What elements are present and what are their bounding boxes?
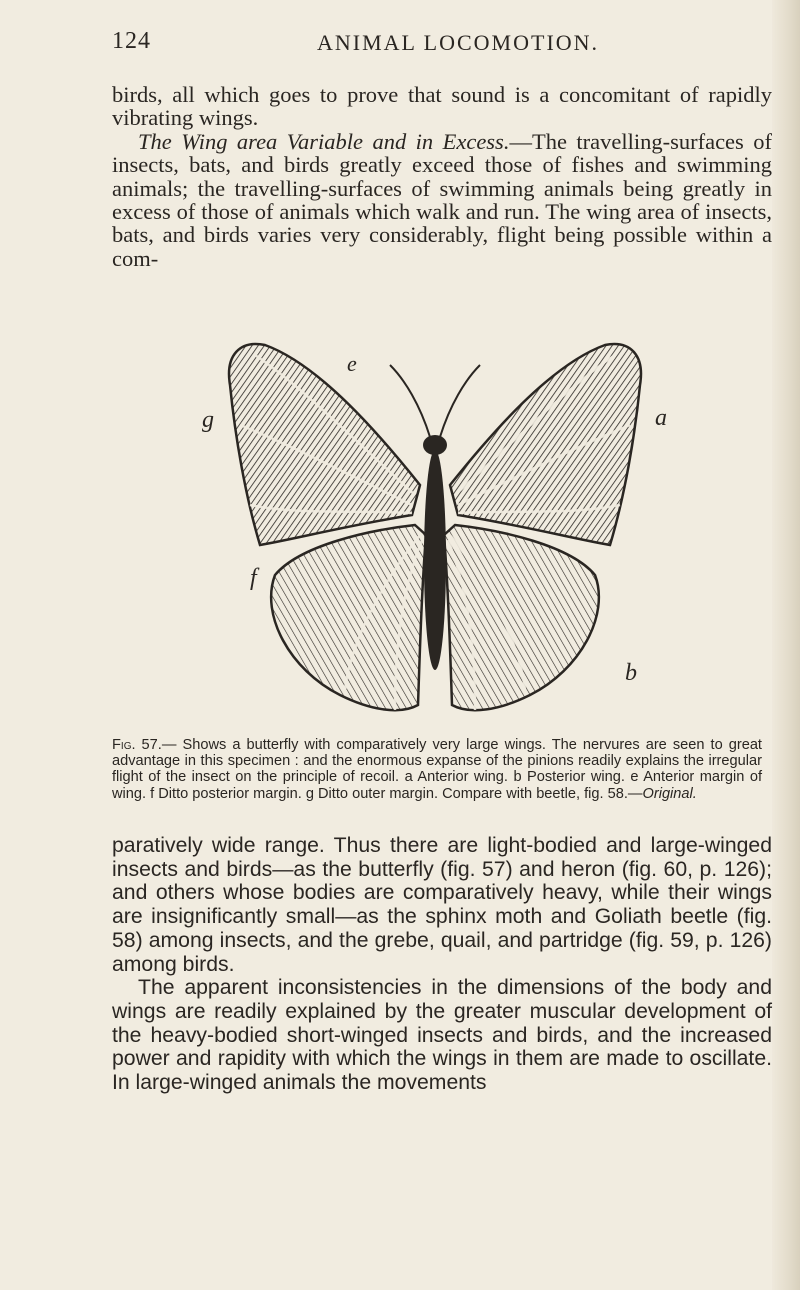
paragraph-continuation: birds, all which goes to prove that sound is a concomitant of rapidly vibrating wings. <box>112 82 772 131</box>
right-anterior-wing <box>450 344 641 545</box>
top-paragraph <box>112 83 772 270</box>
label-g: g <box>202 407 214 433</box>
caption-figure-label: Fig. 57. <box>112 737 162 753</box>
left-antenna <box>390 365 430 437</box>
page-header <box>112 28 772 68</box>
label-f: f <box>250 565 257 591</box>
figure-caption <box>112 737 762 802</box>
label-e: e <box>347 351 357 376</box>
bottom-continuation: paratively wide range. Thus there are light-bodied and large-winged insects and birds—as the butterfly (fig. 57) and heron (fig. 60, p. 126); and others whose bodies are comparatively heavy, while their wings are insignificantly small—as the sphinx moth and Goliath beetle (fig. 58) among insects, and the grebe, quail, and partridge (fig. 59, p. 126) among birds. <box>112 834 772 976</box>
label-b: b <box>625 660 637 686</box>
butterfly-head <box>423 435 447 455</box>
bottom-paragraph <box>112 834 772 1095</box>
left-anterior-wing <box>229 344 420 545</box>
page-number: 124 <box>112 28 151 54</box>
butterfly-illustration <box>150 325 720 725</box>
section-paragraph <box>112 130 772 270</box>
section-heading: The Wing area Variable and in Excess. <box>138 128 510 154</box>
bottom-second-paragraph: The apparent inconsistencies in the dimensions of the body and wings are readily explained by the greater muscular development of the heavy-bodied short-winged insects and birds, and the increased power and rapidity with which the wings in them are made to oscillate. In large-winged animals the movements <box>112 976 772 1095</box>
right-antenna <box>440 365 480 437</box>
caption-text: — Shows a butterfly with comparatively very large wings. The nervures are seen to great advantage in this specimen : and the enormous expanse of the pinions readily explains the irregular flight of the insect on the principle of recoil. a Anterior wing. b Posterior wing. e Anterior margin of wing. f Ditto posterior margin. g Ditto outer margin. Compare with beetle, fig. 58.— <box>112 737 762 802</box>
caption-original: Original. <box>642 785 697 802</box>
label-a: a <box>655 405 667 431</box>
butterfly-figure <box>150 325 720 725</box>
page-edge <box>772 0 800 1290</box>
running-head: ANIMAL LOCOMOTION. <box>317 30 600 55</box>
butterfly-body <box>424 450 446 670</box>
section-text: —The travelling-surfaces of insects, bats, and birds greatly exceed those of fishes and swimming animals; the travelling-surfaces of swimming animals being greatly in excess of those of animals which walk and run. The wing area of insects, bats, and birds varies very considerably, flight being possible within a com- <box>112 128 772 271</box>
